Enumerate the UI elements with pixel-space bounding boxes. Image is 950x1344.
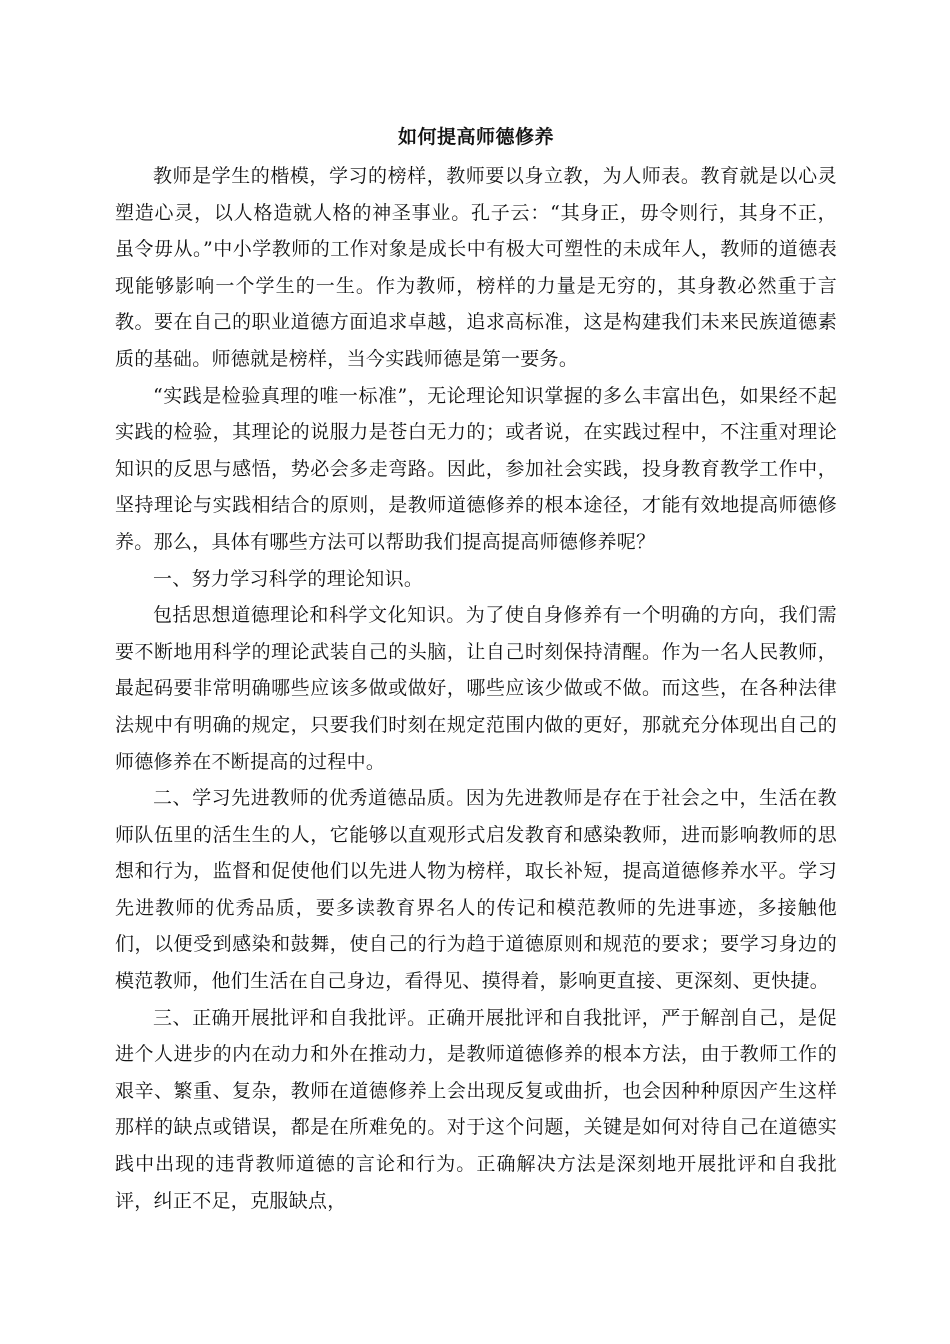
section-heading-1: 一、努力学习科学的理论知识。 bbox=[153, 567, 424, 590]
document-page bbox=[115, 118, 837, 1219]
paragraph-intro: 教师是学生的楷模，学习的榜样，教师要以身立教，为人师表。教育就是以心灵塑造心灵，以人格造就人格的神圣事业。孔子云：“其身正，毋令则行，其身不正，虽令毋从。”中小学教师的工作对象是成长中有极大可塑性的未成年人，教师的道德表现能够影响一个学生的一生。作为教师，榜样的力量是无穷的，其身教必然重于言教。要在自己的职业道德方面追求卓越，追求高标准，这是构建我们未来民族道德素质的基础。师德就是榜样，当今实践师德是第一要务。 bbox=[115, 165, 837, 370]
paragraph-practice: “实践是检验真理的唯一标准”，无论理论知识掌握的多么丰富出色，如果经不起实践的检验，其理论的说服力是苍白无力的；或者说，在实践过程中，不注重对理论知识的反思与感悟，势必会多走弯路。因此，参加社会实践，投身教育教学工作中，坚持理论与实践相结合的原则，是教师道德修养的根本途径，才能有效地提高师德修养。那么，具体有哪些方法可以帮助我们提高提高师德修养呢？ bbox=[115, 384, 837, 553]
paragraph-section-2: 二、学习先进教师的优秀道德品质。因为先进教师是存在于社会之中，生活在教师队伍里的活生生的人，它能够以直观形式启发教育和感染教师，进而影响教师的思想和行为，监督和促使他们以先进人物为榜样，取长补短，提高道德修养水平。学习先进教师的优秀品质，要多读教育界名人的传记和模范教师的先进事迹，多接触他们，以便受到感染和鼓舞，使自己的行为趋于道德原则和规范的要求；要学习身边的模范教师，他们生活在自己身边，看得见、摸得着，影响更直接、更深刻、更快捷。 bbox=[115, 787, 837, 993]
paragraph-theory: 包括思想道德理论和科学文化知识。为了使自身修养有一个明确的方向，我们需要不断地用科学的理论武装自己的头脑，让自己时刻保持清醒。作为一名人民教师，最起码要非常明确哪些应该多做或做好，哪些应该少做或不做。而这些，在各种法律法规中有明确的规定，只要我们时刻在规定范围内做的更好，那就充分体现出自己的师德修养在不断提高的过程中。 bbox=[115, 604, 837, 773]
document-title: 如何提高师德修养 bbox=[397, 126, 554, 148]
paragraph-section-3: 三、正确开展批评和自我批评。正确开展批评和自我批评，严于解剖自己，是促进个人进步的内在动力和外在推动力，是教师道德修养的根本方法，由于教师工作的艰辛、繁重、复杂，教师在道德修养上会出现反复或曲折，也会因种种原因产生这样那样的缺点或错误，都是在所难免的。对于这个问题，关键是如何对待自己在道德实践中出现的违背教师道德的言论和行为。正确解决方法是深刻地开展批评和自我批评，纠正不足，克服缺点， bbox=[115, 1006, 837, 1212]
